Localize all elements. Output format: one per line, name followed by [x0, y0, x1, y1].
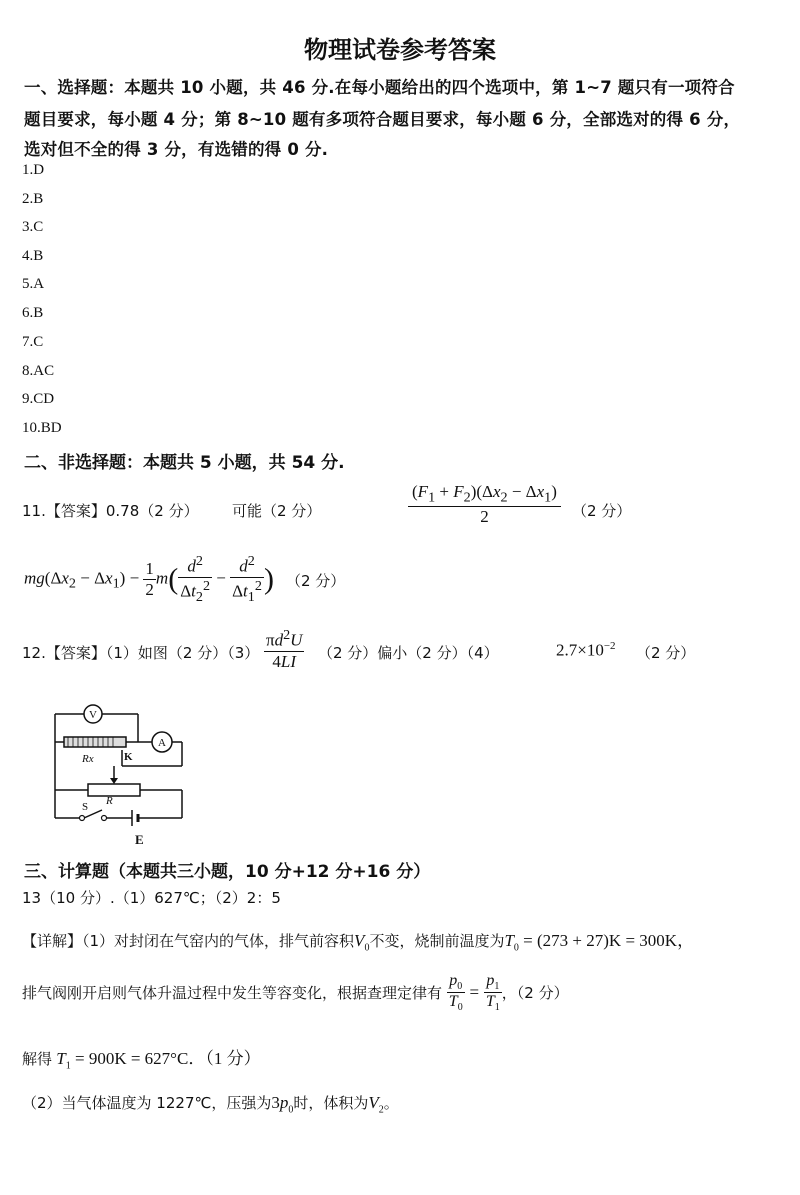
answer-9: 9.CD — [22, 391, 55, 407]
q12-after-frac: （2 分）偏小（2 分）（4） — [318, 644, 499, 662]
section3-heading: 三、计算题（本题共三小题，10 分+12 分+16 分） — [24, 862, 431, 882]
slider-arrow — [110, 778, 118, 784]
q13-detail-4: （2）当气体温度为 1227℃，压强为$3p_0$时，体积为$V_2$。 — [22, 1093, 399, 1116]
circuit-diagram — [40, 700, 200, 850]
s-label: S — [82, 801, 89, 813]
e-label: E — [135, 832, 144, 847]
section1-line-1: 一、选择题：本题共 10 小题，共 46 分.在每小题给出的四个选项中，第 1~7 题只有一项符合 — [24, 78, 735, 97]
section1-line-3: 选对但不全的得 3 分，有选错的得 0 分. — [24, 140, 329, 159]
q11-maybe: 可能（2 分） — [232, 502, 322, 520]
q12-formula: $\frac{\pi d^2U}{4LI}$ — [266, 627, 303, 671]
answer-2: 2.B — [22, 191, 44, 207]
q11-formula-1-score: （2 分） — [572, 502, 632, 520]
q11-formula-2: $mg(\Delta x_2 - \Delta x_1)$ − $\frac{1}{2}$ m( $\frac{d^2}{\Delta t_2^2}$ − $\frac{d^2}{\Delta t_1^2}$ ) — [24, 553, 274, 605]
answer-1: 1.D — [22, 162, 45, 178]
q13-detail-2: 排气阀刚开启则气体升温过程中发生等容变化，根据查理定律有 $\frac{p_0}{T_0}$ = $\frac{p_1}{T_1}$ ，（2 分） — [22, 972, 569, 1014]
q13-detail-1: 【详解】（1）对封闭在气窑内的气体，排气前容积$V_0$不变，烧制前温度为$T_0 = (273 + 27)K = 300K$， — [22, 931, 695, 954]
answer-10: 10.BD — [22, 420, 62, 436]
q13-detail-3: 解得 $T_1 = 900K = 627^\circ C$．（1 分） — [22, 1049, 261, 1072]
voltmeter-label: V — [89, 709, 97, 721]
q11-prefix: 11.【答案】0.78（2 分） — [22, 502, 199, 520]
ammeter-label: A — [158, 737, 166, 749]
section2-heading: 二、非选择题：本题共 5 小题，共 54 分. — [24, 453, 345, 473]
answer-8: 8.AC — [22, 363, 55, 379]
answer-4: 4.B — [22, 248, 44, 264]
section1-line-2: 题目要求，每小题 4 分；第 8~10 题有多项符合题目要求，每小题 6 分，全部选对的得 6 分， — [24, 110, 741, 129]
q12-score: （2 分） — [636, 644, 696, 662]
answer-6: 6.B — [22, 305, 44, 321]
rx-label: Rx — [82, 753, 94, 765]
answer-7: 7.C — [22, 334, 44, 350]
page-title: 物理试卷参考答案 — [304, 36, 496, 64]
q12-sci-value: $2.7\times 10^{-2}$ — [556, 640, 616, 660]
r-label: R — [106, 795, 113, 807]
k-label: K — [124, 751, 133, 763]
q12-prefix: 12.【答案】（1）如图（2 分）（3） — [22, 644, 260, 662]
answer-3: 3.C — [22, 219, 44, 235]
answer-5: 5.A — [22, 276, 45, 292]
q11-formula-1: $\frac{(F_1 + F_2)(\Delta x_2 - \Delta x_1)}{2}$ — [408, 482, 561, 527]
q13-summary: 13（10 分）.（1）627℃；（2）2：5 — [22, 889, 281, 907]
q11-formula-2-score: （2 分） — [286, 572, 346, 590]
